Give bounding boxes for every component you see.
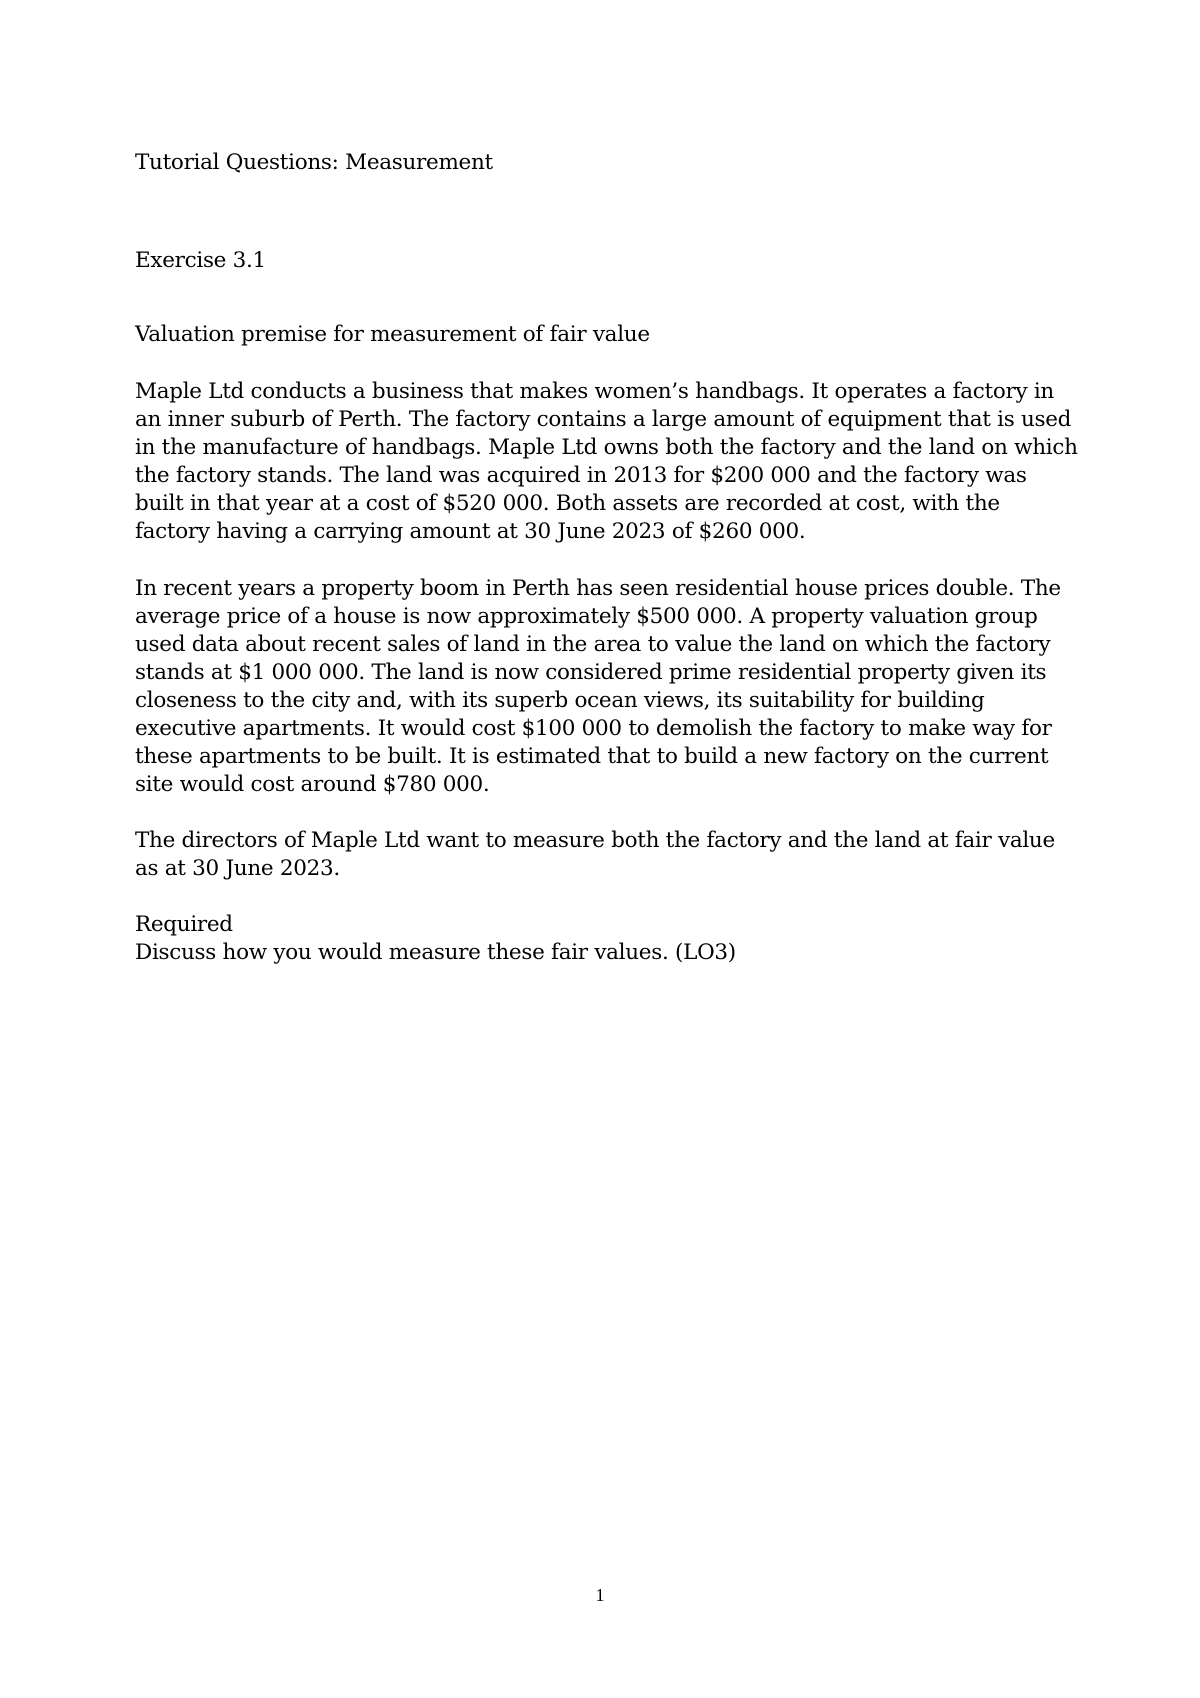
paragraph-3: The directors of Maple Ltd want to measure both the factory and the land at fair value as at 30 June 2023. [135, 828, 1055, 881]
exercise-heading: Exercise 3.1 [135, 248, 266, 273]
required-heading: Required [135, 912, 233, 937]
paragraph-2: In recent years a property boom in Perth has seen residential house prices double. The average price of a house is now approximately $500 000. A property valuation group used data about recent sales of land in the area to value the land on which the factory stands at $1 000 000. The land is now considered prime residential property given its closeness to the city and, with its superb ocean views, its suitability for building executive apartments. It would cost $100 000 to demolish the factory to make way for these apartments to be built. It is estimated that to build a new factory on the current site would cost around $780 000. [135, 576, 1061, 797]
required-text: Discuss how you would measure these fair values. (LO3) [135, 940, 736, 965]
document-title: Tutorial Questions: Measurement [135, 150, 493, 175]
exercise-subtitle: Valuation premise for measurement of fair value [135, 322, 650, 347]
paragraph-1: Maple Ltd conducts a business that makes women’s handbags. It operates a factory in an inner suburb of Perth. The factory contains a large amount of equipment that is used in the manufacture of handbags. Maple Ltd owns both the factory and the land on which the factory stands. The land was acquired in 2013 for $200 000 and the factory was built in that year at a cost of $520 000. Both assets are recorded at cost, with the factory having a carrying amount at 30 June 2023 of $260 000. [135, 379, 1078, 544]
page-number: 1 [595, 1585, 605, 1605]
